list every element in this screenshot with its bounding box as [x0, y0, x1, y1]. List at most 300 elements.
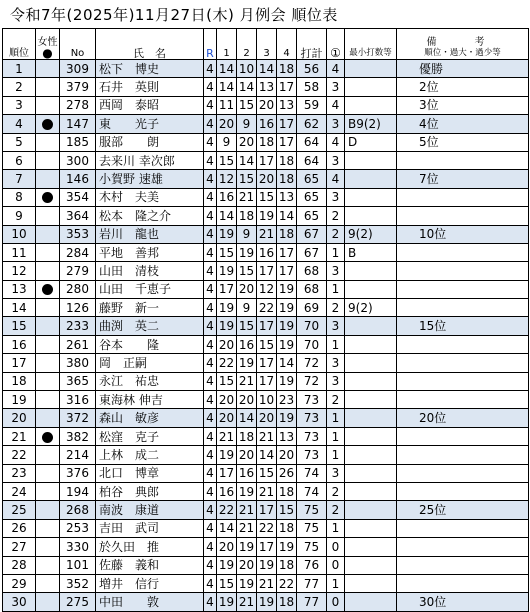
cell-total: 77: [297, 574, 327, 592]
cell-no: 316: [60, 391, 96, 409]
cell-female: [36, 538, 60, 556]
cell-total: 65: [297, 170, 327, 188]
cell-remarks: 30位: [397, 593, 529, 611]
cell-female: [36, 335, 60, 353]
cell-hole-1: 19: [217, 446, 237, 464]
cell-name: 於久田 推: [96, 538, 204, 556]
cell-min-strokes: [345, 538, 397, 556]
cell-hole-3: 17: [257, 538, 277, 556]
cell-female: [36, 225, 60, 243]
cell-total: 75: [297, 519, 327, 537]
table-row: [3, 188, 529, 206]
cell-remarks: [397, 354, 529, 372]
ranking-table: [2, 28, 529, 612]
cell-hole-2: 9: [237, 225, 257, 243]
cell-one: 2: [327, 482, 345, 500]
table-body: [3, 60, 529, 612]
cell-hole-4: 17: [277, 115, 297, 133]
cell-remarks: [397, 556, 529, 574]
cell-remarks: [397, 574, 529, 592]
cell-total: 69: [297, 299, 327, 317]
cell-hole-4: 19: [277, 538, 297, 556]
cell-rank: 22: [3, 446, 36, 464]
cell-remarks: 25位: [397, 501, 529, 519]
cell-remarks: [397, 151, 529, 169]
cell-hole-2: 20: [237, 391, 257, 409]
cell-female: [36, 317, 60, 335]
cell-remarks: 3位: [397, 96, 529, 114]
cell-min-strokes: [345, 519, 397, 537]
cell-r: 4: [204, 372, 217, 390]
cell-min-strokes: [345, 317, 397, 335]
table-row: [3, 207, 529, 225]
cell-hole-3: 17: [257, 151, 277, 169]
cell-min-strokes: [345, 556, 397, 574]
cell-r: 4: [204, 151, 217, 169]
cell-one: 3: [327, 354, 345, 372]
cell-remarks: [397, 427, 529, 445]
cell-name: 山田 清枝: [96, 262, 204, 280]
cell-one: 1: [327, 280, 345, 298]
header-female-mark: ●: [42, 46, 53, 60]
cell-r: 4: [204, 96, 217, 114]
cell-remarks: [397, 372, 529, 390]
cell-total: 75: [297, 538, 327, 556]
header-name: 氏 名: [96, 29, 204, 60]
cell-total: 75: [297, 501, 327, 519]
cell-rank: 12: [3, 262, 36, 280]
cell-remarks: [397, 538, 529, 556]
cell-hole-2: 20: [237, 280, 257, 298]
cell-no: 372: [60, 409, 96, 427]
cell-total: 64: [297, 133, 327, 151]
cell-min-strokes: [345, 574, 397, 592]
ranking-table-container: [2, 28, 528, 612]
cell-min-strokes: [345, 96, 397, 114]
cell-hole-1: 15: [217, 151, 237, 169]
cell-female: [36, 446, 60, 464]
cell-name: 東 光子: [96, 115, 204, 133]
cell-female: [36, 60, 60, 78]
cell-rank: 23: [3, 464, 36, 482]
cell-rank: 17: [3, 354, 36, 372]
cell-hole-3: 14: [257, 446, 277, 464]
cell-hole-1: 15: [217, 243, 237, 261]
cell-hole-1: 17: [217, 280, 237, 298]
cell-female: [36, 280, 60, 298]
cell-rank: 11: [3, 243, 36, 261]
cell-remarks: 10位: [397, 225, 529, 243]
cell-name: 松窪 克子: [96, 427, 204, 445]
cell-hole-4: 18: [277, 519, 297, 537]
cell-name: 藤野 新一: [96, 299, 204, 317]
cell-r: 4: [204, 207, 217, 225]
cell-name: 曲渕 英二: [96, 317, 204, 335]
cell-min-strokes: [345, 482, 397, 500]
cell-hole-2: 21: [237, 519, 257, 537]
cell-total: 67: [297, 243, 327, 261]
cell-rank: 13: [3, 280, 36, 298]
cell-hole-1: 19: [217, 556, 237, 574]
cell-rank: 18: [3, 372, 36, 390]
cell-hole-4: 17: [277, 243, 297, 261]
cell-hole-3: 17: [257, 372, 277, 390]
cell-hole-4: 18: [277, 151, 297, 169]
cell-hole-3: 13: [257, 78, 277, 96]
cell-r: 4: [204, 317, 217, 335]
cell-total: 68: [297, 262, 327, 280]
cell-no: 233: [60, 317, 96, 335]
cell-remarks: [397, 262, 529, 280]
cell-min-strokes: [345, 280, 397, 298]
cell-min-strokes: [345, 151, 397, 169]
cell-name: 服部 朗: [96, 133, 204, 151]
cell-hole-4: 13: [277, 188, 297, 206]
cell-one: 1: [327, 427, 345, 445]
cell-no: 214: [60, 446, 96, 464]
cell-hole-4: 22: [277, 574, 297, 592]
cell-hole-1: 14: [217, 60, 237, 78]
cell-r: 4: [204, 170, 217, 188]
cell-female: [36, 501, 60, 519]
cell-hole-2: 15: [237, 96, 257, 114]
cell-one: 3: [327, 78, 345, 96]
cell-no: 380: [60, 354, 96, 372]
cell-hole-1: 14: [217, 78, 237, 96]
cell-remarks: [397, 464, 529, 482]
cell-remarks: 4位: [397, 115, 529, 133]
table-row: [3, 391, 529, 409]
cell-hole-3: 20: [257, 96, 277, 114]
cell-r: 4: [204, 335, 217, 353]
female-dot-icon: [42, 432, 53, 443]
cell-r: 4: [204, 115, 217, 133]
cell-hole-3: 21: [257, 482, 277, 500]
cell-remarks: [397, 243, 529, 261]
cell-female: [36, 243, 60, 261]
cell-remarks: 5位: [397, 133, 529, 151]
header-female-label: 女性: [37, 37, 58, 48]
cell-min-strokes: 9(2): [345, 225, 397, 243]
cell-one: 3: [327, 317, 345, 335]
cell-no: 279: [60, 262, 96, 280]
cell-one: 3: [327, 464, 345, 482]
cell-one: 2: [327, 207, 345, 225]
cell-name: 谷本 隆: [96, 335, 204, 353]
cell-no: 280: [60, 280, 96, 298]
cell-rank: 7: [3, 170, 36, 188]
cell-name: 松本 隆之介: [96, 207, 204, 225]
cell-hole-4: 26: [277, 464, 297, 482]
table-row: [3, 519, 529, 537]
header-one: ①: [327, 29, 345, 60]
cell-hole-3: 16: [257, 243, 277, 261]
cell-name: 吉田 武司: [96, 519, 204, 537]
cell-hole-4: 18: [277, 225, 297, 243]
cell-hole-1: 20: [217, 409, 237, 427]
cell-total: 76: [297, 556, 327, 574]
cell-hole-1: 16: [217, 188, 237, 206]
cell-remarks: 15位: [397, 317, 529, 335]
cell-hole-4: 13: [277, 96, 297, 114]
cell-female: [36, 482, 60, 500]
cell-rank: 20: [3, 409, 36, 427]
cell-rank: 14: [3, 299, 36, 317]
cell-one: 3: [327, 188, 345, 206]
cell-hole-4: 19: [277, 280, 297, 298]
cell-female: [36, 115, 60, 133]
cell-rank: 4: [3, 115, 36, 133]
table-row: [3, 151, 529, 169]
cell-remarks: 20位: [397, 409, 529, 427]
cell-hole-4: 18: [277, 60, 297, 78]
cell-r: 4: [204, 299, 217, 317]
cell-hole-2: 18: [237, 427, 257, 445]
cell-hole-3: 16: [257, 115, 277, 133]
cell-no: 352: [60, 574, 96, 592]
cell-no: 382: [60, 427, 96, 445]
cell-r: 4: [204, 262, 217, 280]
cell-r: 4: [204, 519, 217, 537]
cell-no: 194: [60, 482, 96, 500]
cell-hole-1: 20: [217, 391, 237, 409]
cell-rank: 28: [3, 556, 36, 574]
cell-hole-1: 19: [217, 262, 237, 280]
cell-female: [36, 78, 60, 96]
cell-remarks: [397, 482, 529, 500]
cell-hole-4: 19: [277, 372, 297, 390]
cell-hole-2: 15: [237, 262, 257, 280]
cell-hole-4: 19: [277, 299, 297, 317]
cell-min-strokes: [345, 60, 397, 78]
cell-one: 3: [327, 262, 345, 280]
cell-name: 西岡 泰昭: [96, 96, 204, 114]
table-row: [3, 317, 529, 335]
cell-no: 365: [60, 372, 96, 390]
cell-one: 0: [327, 556, 345, 574]
cell-remarks: 2位: [397, 78, 529, 96]
cell-hole-4: 18: [277, 482, 297, 500]
cell-r: 4: [204, 574, 217, 592]
table-row: [3, 409, 529, 427]
cell-hole-2: 10: [237, 60, 257, 78]
cell-name: 南波 康道: [96, 501, 204, 519]
header-r: R: [204, 29, 217, 60]
cell-female: [36, 593, 60, 611]
cell-rank: 26: [3, 519, 36, 537]
female-dot-icon: [42, 119, 53, 130]
cell-female: [36, 372, 60, 390]
cell-remarks: 優勝: [397, 60, 529, 78]
cell-hole-1: 14: [217, 207, 237, 225]
cell-hole-4: 20: [277, 446, 297, 464]
cell-name: 中田 敦: [96, 593, 204, 611]
cell-hole-3: 21: [257, 574, 277, 592]
cell-hole-3: 17: [257, 317, 277, 335]
table-row: [3, 133, 529, 151]
cell-hole-2: 15: [237, 317, 257, 335]
cell-r: 4: [204, 446, 217, 464]
cell-hole-4: 17: [277, 133, 297, 151]
cell-hole-1: 15: [217, 372, 237, 390]
cell-min-strokes: [345, 262, 397, 280]
cell-remarks: [397, 335, 529, 353]
cell-rank: 27: [3, 538, 36, 556]
page-title: 令和7年(2025年)11月27日(木) 月例会 順位表: [10, 6, 338, 24]
cell-hole-4: 14: [277, 207, 297, 225]
cell-no: 354: [60, 188, 96, 206]
cell-hole-4: 18: [277, 556, 297, 574]
cell-r: 4: [204, 556, 217, 574]
cell-hole-1: 20: [217, 538, 237, 556]
cell-name: 佐藤 義和: [96, 556, 204, 574]
cell-min-strokes: [345, 354, 397, 372]
table-row: [3, 243, 529, 261]
cell-r: 4: [204, 354, 217, 372]
cell-name: 松下 博史: [96, 60, 204, 78]
cell-hole-2: 15: [237, 170, 257, 188]
cell-one: 1: [327, 519, 345, 537]
cell-hole-2: 19: [237, 574, 257, 592]
cell-female: [36, 170, 60, 188]
table-row: [3, 574, 529, 592]
cell-min-strokes: [345, 188, 397, 206]
cell-min-strokes: [345, 501, 397, 519]
cell-r: 4: [204, 280, 217, 298]
header-rank: 順位: [3, 29, 36, 60]
cell-rank: 2: [3, 78, 36, 96]
cell-hole-2: 20: [237, 133, 257, 151]
cell-one: 1: [327, 574, 345, 592]
cell-hole-2: 19: [237, 354, 257, 372]
cell-rank: 3: [3, 96, 36, 114]
cell-total: 73: [297, 409, 327, 427]
cell-no: 376: [60, 464, 96, 482]
cell-name: 去来川 幸次郎: [96, 151, 204, 169]
cell-hole-2: 21: [237, 372, 257, 390]
cell-rank: 15: [3, 317, 36, 335]
cell-min-strokes: [345, 464, 397, 482]
cell-r: 4: [204, 60, 217, 78]
table-row: [3, 60, 529, 78]
table-row: [3, 225, 529, 243]
cell-one: 0: [327, 593, 345, 611]
cell-min-strokes: [345, 446, 397, 464]
header-hole-2: 2: [237, 29, 257, 60]
cell-hole-1: 20: [217, 115, 237, 133]
cell-hole-4: 18: [277, 170, 297, 188]
cell-hole-2: 9: [237, 115, 257, 133]
cell-female: [36, 96, 60, 114]
cell-total: 58: [297, 78, 327, 96]
cell-total: 73: [297, 391, 327, 409]
header-hole-4: 4: [277, 29, 297, 60]
cell-hole-4: 15: [277, 501, 297, 519]
table-row: [3, 446, 529, 464]
cell-female: [36, 207, 60, 225]
cell-no: 353: [60, 225, 96, 243]
cell-r: 4: [204, 225, 217, 243]
cell-rank: 16: [3, 335, 36, 353]
cell-name: 小賀野 速雄: [96, 170, 204, 188]
cell-no: 364: [60, 207, 96, 225]
table-row: [3, 556, 529, 574]
cell-hole-2: 9: [237, 299, 257, 317]
cell-total: 65: [297, 188, 327, 206]
cell-hole-1: 16: [217, 482, 237, 500]
cell-hole-2: 21: [237, 593, 257, 611]
table-row: [3, 280, 529, 298]
cell-min-strokes: [345, 593, 397, 611]
cell-no: 253: [60, 519, 96, 537]
cell-one: 1: [327, 243, 345, 261]
cell-hole-2: 20: [237, 556, 257, 574]
cell-min-strokes: [345, 207, 397, 225]
cell-hole-2: 14: [237, 151, 257, 169]
cell-rank: 29: [3, 574, 36, 592]
cell-hole-2: 18: [237, 207, 257, 225]
cell-hole-3: 19: [257, 593, 277, 611]
cell-no: 379: [60, 78, 96, 96]
cell-remarks: [397, 299, 529, 317]
cell-hole-4: 17: [277, 78, 297, 96]
table-row: [3, 482, 529, 500]
cell-hole-1: 22: [217, 501, 237, 519]
cell-hole-3: 21: [257, 225, 277, 243]
cell-one: 1: [327, 409, 345, 427]
cell-hole-2: 21: [237, 188, 257, 206]
cell-hole-3: 19: [257, 556, 277, 574]
cell-r: 4: [204, 188, 217, 206]
table-row: [3, 335, 529, 353]
cell-female: [36, 188, 60, 206]
header-total: 打計: [297, 29, 327, 60]
cell-hole-4: 17: [277, 262, 297, 280]
cell-hole-4: 19: [277, 317, 297, 335]
cell-remarks: [397, 207, 529, 225]
cell-no: 146: [60, 170, 96, 188]
cell-rank: 24: [3, 482, 36, 500]
cell-hole-1: 12: [217, 170, 237, 188]
cell-min-strokes: [345, 335, 397, 353]
cell-name: 山田 千恵子: [96, 280, 204, 298]
cell-no: 300: [60, 151, 96, 169]
cell-hole-2: 21: [237, 501, 257, 519]
cell-total: 73: [297, 427, 327, 445]
cell-hole-3: 17: [257, 262, 277, 280]
header-no: No: [60, 29, 96, 60]
cell-no: 330: [60, 538, 96, 556]
cell-female: [36, 427, 60, 445]
cell-no: 275: [60, 593, 96, 611]
cell-name: 東海林 伸吉: [96, 391, 204, 409]
cell-hole-3: 15: [257, 464, 277, 482]
cell-total: 73: [297, 446, 327, 464]
cell-one: 3: [327, 151, 345, 169]
cell-rank: 8: [3, 188, 36, 206]
header-row: [3, 29, 529, 60]
cell-name: 森山 敏彦: [96, 409, 204, 427]
cell-r: 4: [204, 391, 217, 409]
cell-female: [36, 151, 60, 169]
cell-min-strokes: [345, 78, 397, 96]
cell-one: 2: [327, 391, 345, 409]
cell-no: 309: [60, 60, 96, 78]
cell-hole-2: 16: [237, 464, 257, 482]
table-row: [3, 538, 529, 556]
cell-min-strokes: 9(2): [345, 299, 397, 317]
table-row: [3, 299, 529, 317]
